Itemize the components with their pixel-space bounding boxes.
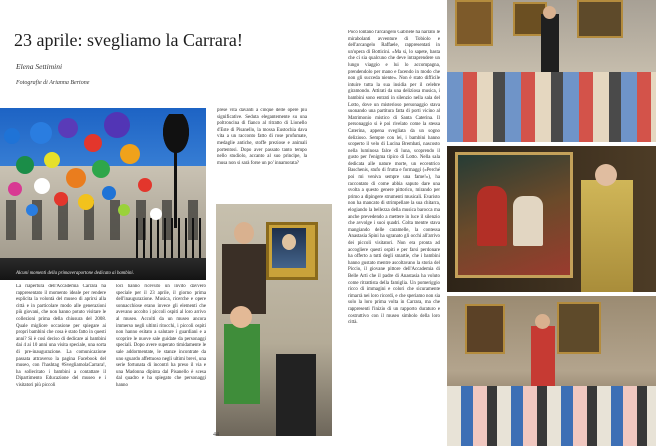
balloon <box>34 178 50 194</box>
article-author: Elena Settimini <box>16 62 63 71</box>
balloon <box>44 152 60 168</box>
balloon <box>92 160 110 178</box>
guide-head <box>535 314 550 329</box>
balloon <box>58 118 78 138</box>
photo-credit: Fotografie di Arianna Bertone <box>16 80 90 86</box>
children-seated <box>447 386 656 446</box>
portrait-face <box>282 234 296 250</box>
balloon <box>66 168 86 188</box>
painting-frame <box>577 0 623 38</box>
balloon <box>84 134 102 152</box>
guide-head <box>543 6 556 19</box>
child-green-shirt <box>224 324 260 404</box>
balloon-facade-photo <box>0 108 206 280</box>
costumed-woman-head <box>595 164 617 186</box>
page-number: 44 <box>213 432 219 438</box>
painting-figure <box>513 196 543 246</box>
balloon <box>54 192 68 206</box>
painting-frame <box>455 0 493 46</box>
museum-room-children-photo <box>447 0 656 142</box>
balloon <box>102 186 116 200</box>
lotto-painting-photo <box>447 146 656 292</box>
costumed-woman <box>581 180 633 292</box>
balloon <box>150 208 162 220</box>
man-head <box>234 222 254 244</box>
article-title: 23 aprile: svegliamo la Carrara! <box>14 30 243 50</box>
balloon <box>120 144 140 164</box>
text-column-1: La riapertura dell'Accademia Carrara ha rappresentato il momento ideale per rendere esplicita la volontà del museo di aprirsi alla città e in particolare modo alle generazioni più giovani, che non hanno potuto visitare le collezioni prima della chiusura del 2008. Quale migliore occasione per spiegare ai propri bambini che cosa è stato fatto in questi anni? Si è così deciso di dedicare ai bambini dai 4 ai 10 anni una visita speciale, una sorta di pre-inaugurazione. La comunicazione passata attraverso la pagina Facebook del museo, con l'hashtag #SvegliamolaCarrara!, ha sollecitato i bambini a contattare il Dipartimento Educazione del museo e i visitatori più piccoli <box>16 284 106 388</box>
text-column-2b: loci hanno ricevuto un invito davvero speciale per il 23 aprile, il giorno prima dell'inaugurazione. Musica, ricerche e opere sonnacchiose erano invece gli elementi che avevano accolto i piccoli ospiti al loro arrivo al museo. Accolti da un museo ancora immerso negli ultimi ritocchi, i piccoli ospiti non hanno esitato a salutare i guardiani e a scoprire le nuove sale guidate da personaggi speciali. Dopo avere superato timidamente le sale addormentate, le stanze incontrate da uno sguardo affettuoso negli ultimi brevi, una serie fortunata di incontri ha preso il via e una Madonna dipinta dal Pisanello è scesa dal quadro e ha spiegato che personaggi hanno <box>116 284 206 388</box>
balloon <box>78 194 94 210</box>
man-body <box>222 244 266 314</box>
ground <box>0 258 206 280</box>
balloon <box>30 122 52 144</box>
balloon <box>4 128 20 144</box>
balloon <box>118 204 130 216</box>
text-column-3: Poco lontano l'arcangelo Gabriele ha narrato le mirabolanti avventure di Tobiolo e dell'arcangelo Raffaele, rappresentati in un'opera di Botticini. «Ma si, lo sapete, basta che ci sia qualcuno che deve intraprendere un lungo viaggio e lui lo accompagna, prendendolo per mano e facendo in modo che non gli succeda niente». Non è stato difficile intuire tutta la sua insidia per il celebre giramondo. Attirati da una deliziosa musica, i bambini sono entrati in silenzio nella sala del Lotto, dove un misterioso personaggio stava suonando una partitura fatta di porti vicino al Matrimonio mistico di Santa Caterina. Il personaggio si è poi rivelato come la stessa Caterina, appena svegliata da un sogno delizioso. Sempre con lei, i bambini hanno scoperto il velo di Lucina Brembati, nascosto nella luminosa falce di luna, scoprendo il gusto per l'enigma tipico di Lotto. Nella sala dedicata alle nature morte, un eccentrico Baschenis, stufo di frutta e formaggi («Perché poi mi veniva sempre una fame!»), ha raccontato di come abbia saputo dare una svolta a questo genere pittorico, mirando per primo a dipingere strumenti musicali. Evaristo non ha mancato di strimpellare la sua chitarra, elogiando la bellezza della musica barocca ma anche prevedendo a mettere in luce il silenzio che avvolge i suoi quadri. Colta mentre stava mangiando delle caramelle, la contessa Anastasia Spini ha sgranato gli occhi all'arrivo dei piccoli visitatori. Non era pronta ad accogliere questi ospiti e per farsi perdonare ha offerto a tutti degli smartie, che i bambini hanno gustato mentre ascoltavano la storia del Piccio, il giovane pittore dell'Accademia di Belle Arti che il padre di Anastasia ha voluto come ritrattista della famiglia. Un pomeriggio ricco di immagini e colori che sicuramente rimarrà nei loro ricordi, e che speriamo non sia solo la loro prima volta in Carrara, ma che rappresenti l'inizio di un rapporto duraturo e costruttivo con il museo simbolo della loro città. <box>348 30 440 326</box>
man-with-portrait-photo <box>216 204 332 436</box>
text-column-2a: prese vita davanti a cinque delle opere più significative. Seduta elegantemente su una poltroncina di fianco al ritratto di Lionello d'Este di Pisanello, la mossa Eustochia dava vita a un racconto fatto di rose profumate, medaglie antiche, stoffe preziose e animali portentosi. Dopo aver passato tanto tempo nello studiolo, accanto al suo principe, la musa non si sarà forse un po' innamorata? <box>217 108 307 166</box>
balloon <box>8 182 22 196</box>
child-head <box>230 306 252 328</box>
painting-figure <box>477 186 507 246</box>
painting-frame <box>557 302 601 354</box>
photo-caption: Alcuni momenti della primaveraportone dedicato ai bambini. <box>16 271 134 276</box>
painting-frame <box>465 304 505 354</box>
children-group <box>447 72 656 142</box>
balloon <box>16 156 34 174</box>
balloon <box>138 178 152 192</box>
balloon <box>104 112 130 138</box>
balloon <box>26 204 38 216</box>
guide-and-children-photo <box>447 296 656 446</box>
palm-trunk <box>174 138 177 228</box>
child-dark <box>276 354 316 436</box>
